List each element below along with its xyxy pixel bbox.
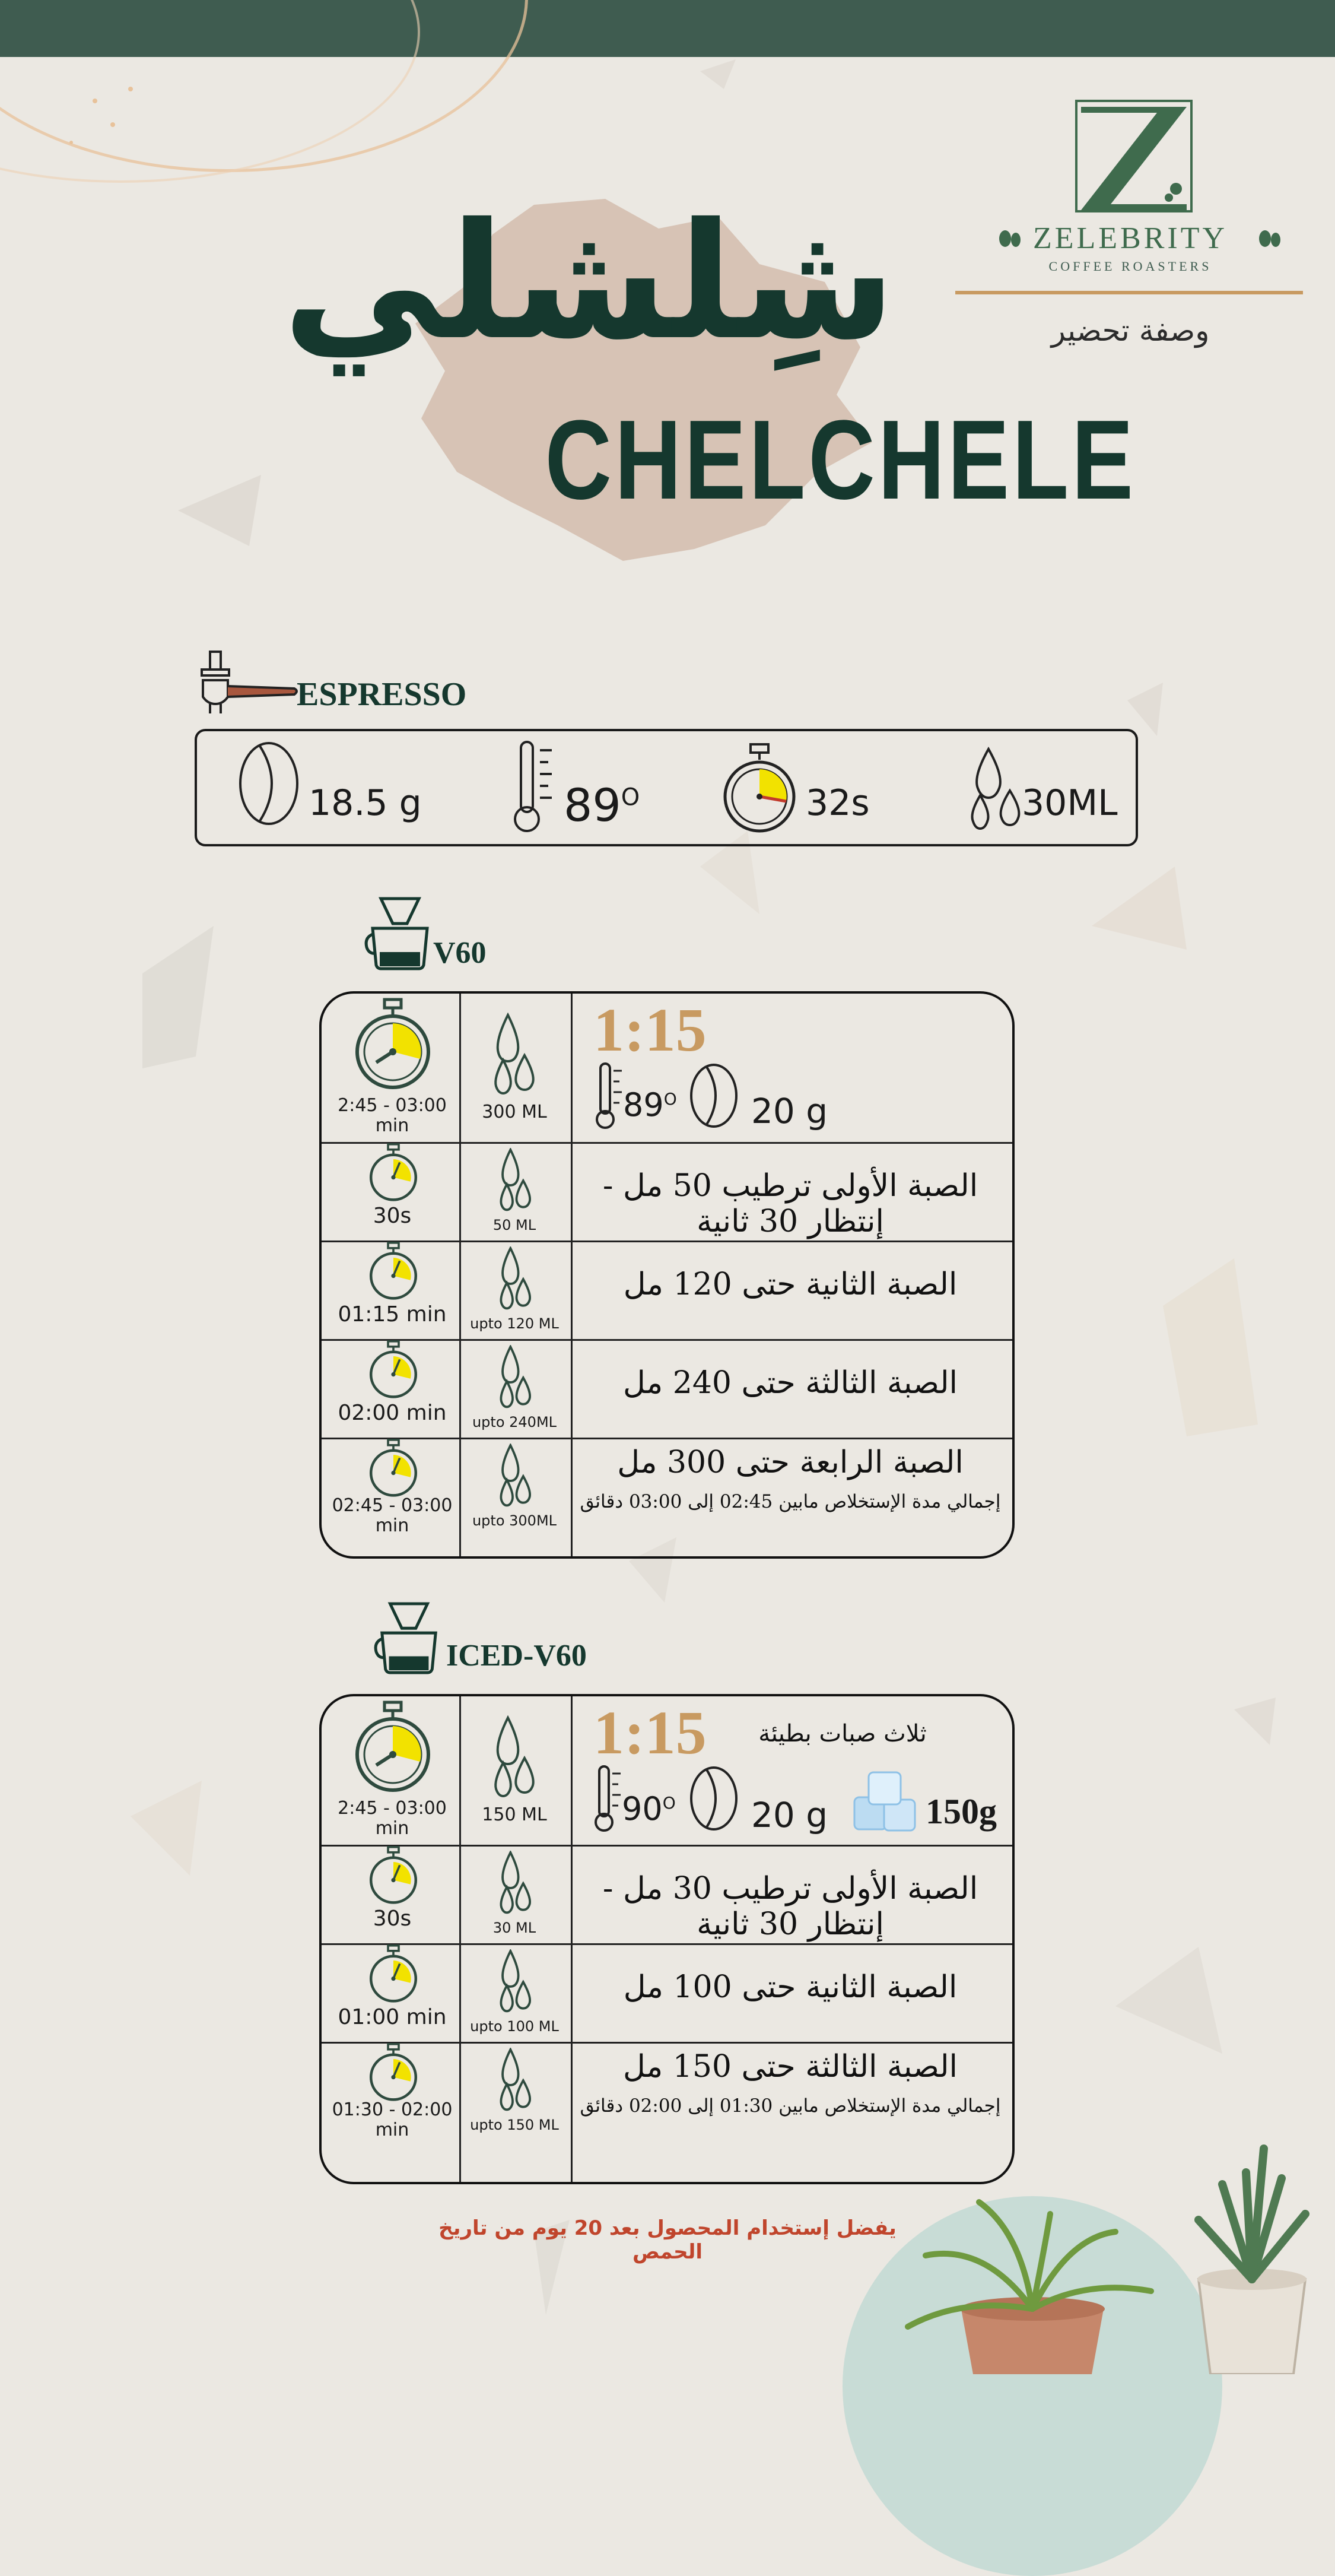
recipe-label: وصفة تحضير — [1051, 313, 1210, 348]
iced-row-instruction: الصبة الثانية حتى 100 مل — [623, 1969, 958, 2005]
v60-row-instruction: الصبة الثانية حتى 120 مل — [623, 1267, 958, 1302]
stopwatch-icon — [367, 1143, 420, 1203]
water-drops-icon — [490, 1013, 538, 1099]
stopwatch-icon — [367, 1846, 420, 1906]
v60-temp-unit: O — [663, 1089, 677, 1109]
stopwatch-icon — [352, 1700, 433, 1793]
iced-row-water: upto 100 ML — [470, 2018, 559, 2035]
v60-row-time — [325, 1403, 459, 1423]
ice-cubes-icon — [850, 1769, 922, 1834]
v60-row-water: upto 240ML — [472, 1414, 557, 1430]
coffee-bean-icon — [687, 1061, 740, 1130]
stopwatch-icon — [367, 1242, 420, 1302]
v60-row-water: upto 300ML — [472, 1512, 557, 1529]
v60-row-time-value: 02:45 - 03:00 — [332, 1495, 453, 1516]
v60-row-water: 50 ML — [492, 1217, 536, 1233]
divider — [955, 291, 1303, 294]
stopwatch-icon — [367, 1944, 420, 2004]
thermometer-icon — [595, 1061, 624, 1130]
portafilter-icon — [199, 647, 300, 718]
thermometer-icon — [514, 738, 561, 833]
espresso-temp-unit: O — [621, 783, 640, 811]
v60-row-time-value: 01:15 min — [338, 1302, 447, 1327]
water-drops-icon — [494, 1246, 536, 1313]
iced-row-instruction: الصبة الأولى ترطيب 30 مل - إنتظار 30 ثانية — [602, 1871, 978, 1942]
coffee-leaf-icon — [1257, 227, 1283, 250]
iced-row-time-value: 30s — [373, 1906, 412, 1931]
v60-row-instruction: الصبة الثالثة حتى 240 مل — [623, 1365, 958, 1401]
iced-ice-amount: 150g — [926, 1792, 997, 1831]
v60-dripper-icon — [374, 1599, 444, 1676]
iced-pour-note: ثلاث صبات بطيئة — [758, 1720, 927, 1747]
iced-dose: 20 g — [751, 1795, 828, 1835]
v60-row-instruction: الصبة الأولى ترطيب 50 مل - إنتظار 30 ثانية — [602, 1168, 978, 1239]
v60-total-water: 300 ML — [482, 1102, 547, 1122]
stopwatch-icon — [367, 2043, 420, 2103]
iced-row-time-value: 01:00 min — [338, 2005, 447, 2029]
coffee-bean-icon — [236, 739, 301, 828]
v60-temp — [623, 1086, 677, 1124]
stopwatch-icon — [367, 1340, 420, 1400]
iced-row-note: إجمالي مدة الإستخلاص مابين 01:30 إلى 02:00 دقائق — [580, 2095, 1001, 2117]
iced-row-instruction: الصبة الثالثة حتى 150 مل — [623, 2049, 958, 2085]
stopwatch-icon — [352, 997, 433, 1090]
v60-dose: 20 g — [751, 1091, 828, 1131]
v60-row-water: upto 120 ML — [470, 1315, 559, 1332]
title-latin: CHELCHELE — [545, 397, 1136, 523]
iced-row-time — [325, 2007, 459, 2028]
water-drops-icon — [494, 1444, 536, 1510]
espresso-temp-value: 89 — [564, 779, 621, 832]
brand-subtitle: COFFEE ROASTERS — [1048, 259, 1212, 274]
v60-total-time — [325, 1096, 459, 1136]
iced-temp-unit: O — [662, 1793, 676, 1813]
water-drops-icon — [494, 1148, 536, 1214]
water-drops-icon — [965, 747, 1030, 836]
water-drops-icon — [494, 1851, 536, 1917]
v60-total-time-unit: min — [375, 1115, 409, 1136]
iced-ratio: 1:15 — [593, 1699, 707, 1767]
v60-label: V60 — [433, 936, 487, 970]
coffee-bean-icon — [687, 1764, 740, 1833]
stopwatch-icon — [367, 1439, 420, 1499]
iced-total-time — [325, 1798, 459, 1839]
v60-ratio: 1:15 — [593, 996, 707, 1064]
title-arabic: شِلشلي — [282, 188, 896, 375]
thermometer-icon — [593, 1764, 623, 1833]
iced-row-time — [325, 1906, 459, 1931]
espresso-label: ESPRESSO — [297, 676, 467, 713]
iced-temp — [622, 1790, 676, 1828]
coffee-leaf-icon — [997, 227, 1023, 250]
water-drops-icon — [490, 1715, 538, 1802]
espresso-yield: 30ML — [1022, 782, 1118, 824]
v60-row-time — [325, 1302, 459, 1327]
v60-row-instruction: الصبة الرابعة حتى 300 مل — [617, 1445, 964, 1480]
v60-temp-value: 89 — [623, 1086, 664, 1124]
espresso-temp — [564, 779, 640, 832]
iced-total-time-value: 2:45 - 03:00 — [338, 1798, 447, 1819]
v60-row-time-value: 02:00 min — [338, 1401, 447, 1425]
stopwatch-icon — [718, 742, 801, 837]
espresso-time: 32s — [806, 782, 870, 824]
espresso-dose: 18.5 g — [309, 782, 422, 824]
v60-row-time-value: 30s — [373, 1204, 412, 1228]
v60-dripper-icon — [364, 895, 436, 971]
iced-row-water: upto 150 ML — [470, 2117, 559, 2133]
iced-row-time-value: 01:30 - 02:00 — [332, 2099, 453, 2120]
v60-row-time — [325, 1206, 459, 1226]
water-drops-icon — [494, 2048, 536, 2114]
iced-row-water: 30 ML — [492, 1920, 536, 1936]
iced-v60-label: ICED-V60 — [446, 1639, 587, 1673]
footer-note: يفضل إستخدام المحصول بعد 20 يوم من تاريخ الحمص — [438, 2216, 897, 2264]
brand-name: ZELEBRITY — [1032, 221, 1228, 255]
water-drops-icon — [494, 1345, 536, 1411]
v60-row-note: إجمالي مدة الإستخلاص مابين 02:45 إلى 03:00 دقائق — [580, 1491, 1001, 1512]
zelebrity-logo — [1075, 100, 1193, 212]
potted-plants-image — [890, 2101, 1335, 2374]
v60-total-time-value: 2:45 - 03:00 — [338, 1095, 447, 1116]
iced-total-time-unit: min — [375, 1818, 409, 1839]
v60-row-time — [325, 1496, 459, 1536]
iced-temp-value: 90 — [622, 1790, 663, 1828]
water-drops-icon — [494, 1949, 536, 2016]
iced-total-water: 150 ML — [482, 1804, 547, 1825]
iced-row-time — [325, 2100, 459, 2140]
v60-row-time-unit: min — [375, 1515, 409, 1536]
iced-row-time-unit: min — [375, 2120, 409, 2140]
